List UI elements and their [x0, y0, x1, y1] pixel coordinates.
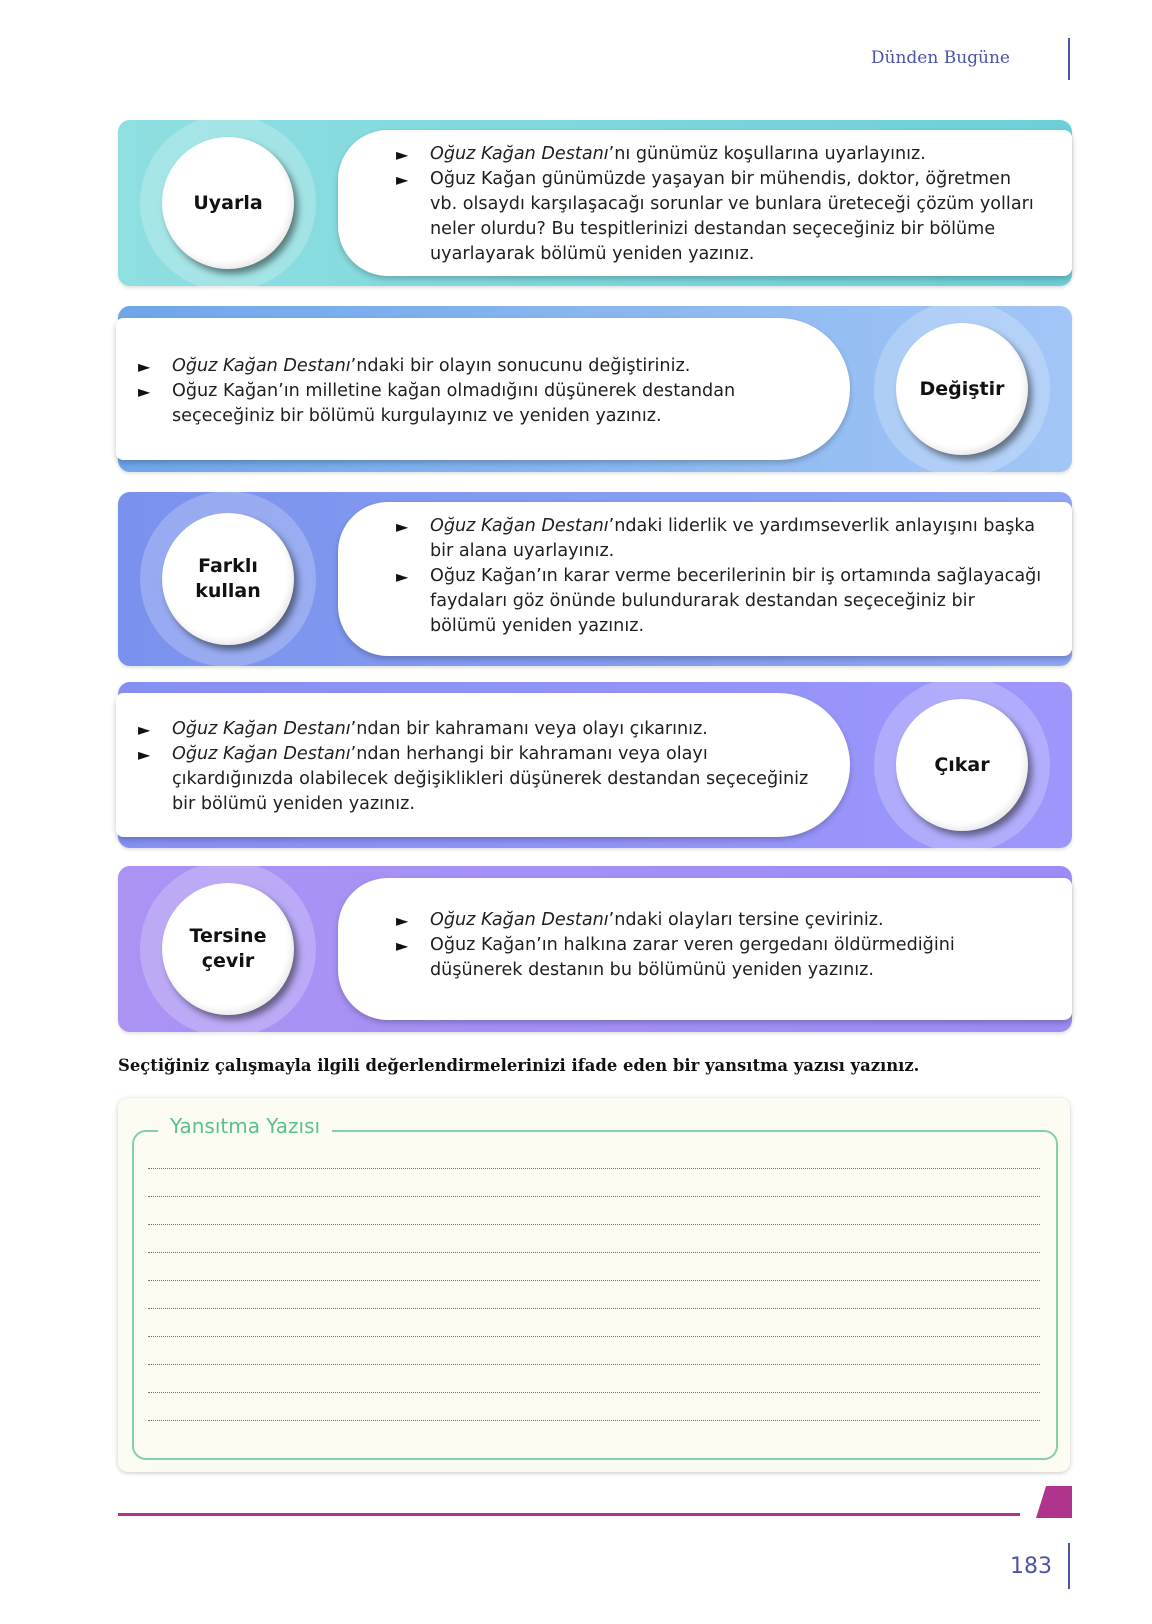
section-label: Uyarla [193, 191, 263, 214]
section-label-line: Farklı [198, 555, 258, 577]
arrow-right-icon: ► [396, 567, 409, 586]
running-head: Dünden Bugüne [870, 48, 1010, 68]
list-item: ► Oğuz Kağan Destanı’ndaki olayları tersine çeviriniz. [396, 908, 1042, 933]
page-number-rule [1068, 1543, 1070, 1589]
section-tersine-cevir [118, 866, 1072, 1032]
reflection-title: Yansıtma Yazısı [158, 1114, 332, 1138]
arrow-right-icon: ► [138, 745, 151, 764]
label-circle [162, 137, 294, 269]
reflection-frame [132, 1130, 1058, 1460]
list-item: ► Oğuz Kağan’ın karar verme becerilerinin bir iş ortamında sağlayacağı faydaları göz önünde bulundurarak destandan seçeceğiniz bir bölümü yeniden yazınız. [396, 566, 1042, 636]
label-circle [162, 513, 294, 645]
list-item: ► Oğuz Kağan’ın milletine kağan olmadığını düşünerek destandan seçeceğiniz bir bölümü kurgulayınız ve yeniden yazınız. [138, 381, 736, 426]
writing-line[interactable] [148, 1308, 1040, 1309]
list-item: ► Oğuz Kağan günümüzde yaşayan bir mühendis, doktor, öğretmen vb. olsaydı karşılaşacağı sorunlar ve bunlara üreteceği çözüm yolları neler olurdu? Bu tespitlerinizi destandan seçeceğiniz bir bölüme uyarlayarak bölümü yeniden yazınız. [396, 169, 1034, 264]
label-circle-ring [140, 491, 316, 667]
label-circle [896, 699, 1028, 831]
page-number: 183 [1010, 1554, 1052, 1579]
footer-tab [1036, 1486, 1072, 1518]
list-item: ► Oğuz Kağan Destanı’ndaki liderlik ve yardımseverlik anlayışını başka bir alana uyarlayınız. [396, 516, 1036, 561]
writing-line[interactable] [148, 1392, 1040, 1393]
section-cikar [118, 682, 1072, 848]
label-circle [162, 883, 294, 1015]
label-circle-ring [874, 677, 1050, 853]
writing-line[interactable] [148, 1364, 1040, 1365]
writing-line[interactable] [148, 1224, 1040, 1225]
footer-rule [118, 1513, 1020, 1516]
bubble [116, 693, 850, 837]
arrow-right-icon: ► [396, 936, 409, 955]
writing-line[interactable] [148, 1280, 1040, 1281]
list-item: ► Oğuz Kağan’ın halkına zarar veren gergedanı öldürmediğini düşünerek destanın bu bölümünü yeniden yazınız. [396, 935, 955, 980]
writing-line[interactable] [148, 1168, 1040, 1169]
section-uyarla [118, 120, 1072, 286]
section-label-line: kullan [195, 580, 261, 602]
label-circle-ring [140, 115, 316, 291]
list-item: ► Oğuz Kağan Destanı’ndan bir kahramanı veya olayı çıkarınız. [138, 717, 810, 742]
arrow-right-icon: ► [396, 145, 409, 164]
instruction-text: Seçtiğiniz çalışmayla ilgili değerlendirmelerinizi ifade eden bir yansıtma yazısı yazınız. [118, 1056, 920, 1075]
reflection-box [118, 1098, 1070, 1472]
label-circle [896, 323, 1028, 455]
section-label-line: çevir [201, 950, 255, 972]
section-degistir [118, 306, 1072, 472]
arrow-right-icon: ► [138, 382, 151, 401]
arrow-right-icon: ► [396, 911, 409, 930]
arrow-right-icon: ► [138, 357, 151, 376]
writing-line[interactable] [148, 1196, 1040, 1197]
list-item: ► Oğuz Kağan Destanı’ndan herhangi bir kahramanı veya olayı çıkardığınızda olabilecek değişiklikleri düşünerek destandan seçeceğiniz bir bölümü yeniden yazınız. [138, 744, 809, 814]
arrow-right-icon: ► [396, 170, 409, 189]
section-farkli-kullan [118, 492, 1072, 666]
list-item: ► Oğuz Kağan Destanı’nı günümüz koşullarına uyarlayınız. [396, 142, 1042, 167]
label-circle-ring [140, 861, 316, 1037]
bubble [116, 318, 850, 460]
label-circle-ring [874, 301, 1050, 477]
bubble [338, 130, 1072, 276]
list-item: ► Oğuz Kağan Destanı’ndaki bir olayın sonucunu değiştiriniz. [138, 354, 810, 379]
header-rule [1068, 38, 1070, 80]
section-label-line: Tersine [189, 925, 267, 947]
writing-line[interactable] [148, 1252, 1040, 1253]
arrow-right-icon: ► [396, 517, 409, 536]
bubble [338, 502, 1072, 656]
section-label: Değiştir [919, 377, 1005, 400]
arrow-right-icon: ► [138, 720, 151, 739]
bubble [338, 878, 1072, 1020]
writing-line[interactable] [148, 1336, 1040, 1337]
section-label: Çıkar [934, 753, 990, 776]
writing-line[interactable] [148, 1420, 1040, 1421]
